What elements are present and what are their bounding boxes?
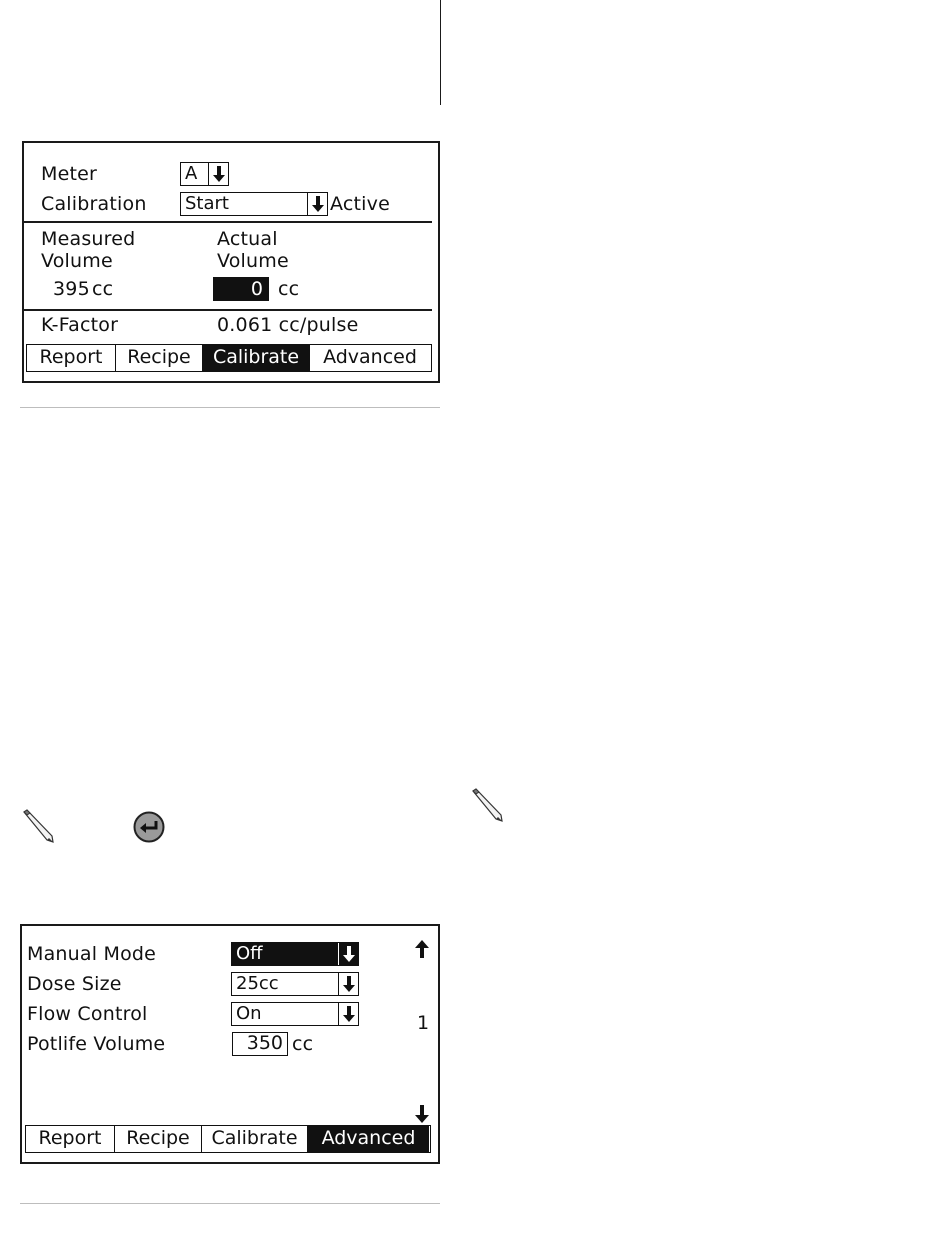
meter-label: Meter bbox=[41, 163, 98, 185]
manual-mode-label: Manual Mode bbox=[27, 943, 157, 965]
enter-key-icon bbox=[133, 811, 165, 843]
flow-control-select[interactable] bbox=[231, 1002, 359, 1026]
arrow-down-icon[interactable] bbox=[414, 1105, 430, 1123]
flow-control-value: On bbox=[236, 1003, 262, 1024]
manual-mode-select[interactable] bbox=[231, 942, 359, 966]
dose-size-select[interactable] bbox=[231, 972, 359, 996]
section-divider bbox=[24, 309, 432, 311]
dose-size-label: Dose Size bbox=[27, 973, 122, 995]
tab-recipe[interactable]: Recipe bbox=[115, 1126, 202, 1152]
section-divider bbox=[24, 221, 432, 223]
measured-volume-label-1: Measured bbox=[41, 228, 136, 250]
actual-volume-unit: cc bbox=[278, 278, 300, 300]
measured-volume-label-2: Volume bbox=[41, 250, 113, 272]
potlife-volume-label: Potlife Volume bbox=[27, 1033, 166, 1055]
tab-calibrate[interactable]: Calibrate bbox=[202, 1126, 308, 1152]
tab-advanced[interactable]: Advanced bbox=[323, 346, 417, 368]
tab-advanced[interactable]: Advanced bbox=[308, 1126, 429, 1152]
potlife-volume-input[interactable]: 350 bbox=[232, 1032, 288, 1056]
kfactor-label: K-Factor bbox=[41, 314, 119, 336]
arrow-down-icon bbox=[307, 193, 327, 215]
flow-control-label: Flow Control bbox=[27, 1003, 148, 1025]
tab-bar bbox=[26, 344, 432, 372]
tab-recipe[interactable]: Recipe bbox=[116, 345, 203, 371]
meter-select[interactable] bbox=[180, 162, 229, 186]
arrow-down-icon bbox=[338, 973, 358, 995]
advanced-screen bbox=[20, 924, 440, 1164]
page-number: 1 bbox=[417, 1012, 430, 1034]
potlife-volume-unit: cc bbox=[292, 1033, 314, 1055]
page-divider-line bbox=[440, 0, 441, 105]
tab-bar bbox=[25, 1125, 431, 1153]
tab-report[interactable]: Report bbox=[26, 1126, 115, 1152]
manual-mode-value: Off bbox=[236, 943, 263, 964]
arrow-down-icon bbox=[338, 943, 358, 965]
pencil-icon bbox=[20, 808, 56, 844]
figure-separator bbox=[20, 1203, 440, 1204]
figure-separator bbox=[20, 407, 440, 408]
calibration-label: Calibration bbox=[41, 193, 147, 215]
calibrate-screen bbox=[22, 141, 440, 383]
calibration-select[interactable] bbox=[180, 192, 328, 216]
kfactor-value: 0.061 cc/pulse bbox=[217, 314, 359, 336]
meter-value: A bbox=[185, 163, 198, 184]
actual-volume-label-1: Actual bbox=[217, 228, 278, 250]
measured-volume-value: 395 bbox=[53, 278, 90, 300]
measured-volume-unit: cc bbox=[92, 278, 114, 300]
arrow-down-icon bbox=[208, 163, 228, 185]
calibration-status: Active bbox=[330, 193, 390, 215]
actual-volume-label-2: Volume bbox=[217, 250, 289, 272]
pencil-icon bbox=[469, 787, 505, 823]
arrow-up-icon[interactable] bbox=[414, 940, 430, 958]
tab-calibrate[interactable]: Calibrate bbox=[203, 345, 310, 371]
actual-volume-input[interactable]: 0 bbox=[213, 277, 269, 301]
arrow-down-icon bbox=[338, 1003, 358, 1025]
tab-report[interactable]: Report bbox=[27, 345, 116, 371]
dose-size-value: 25cc bbox=[236, 973, 279, 994]
calibration-value: Start bbox=[185, 193, 229, 214]
